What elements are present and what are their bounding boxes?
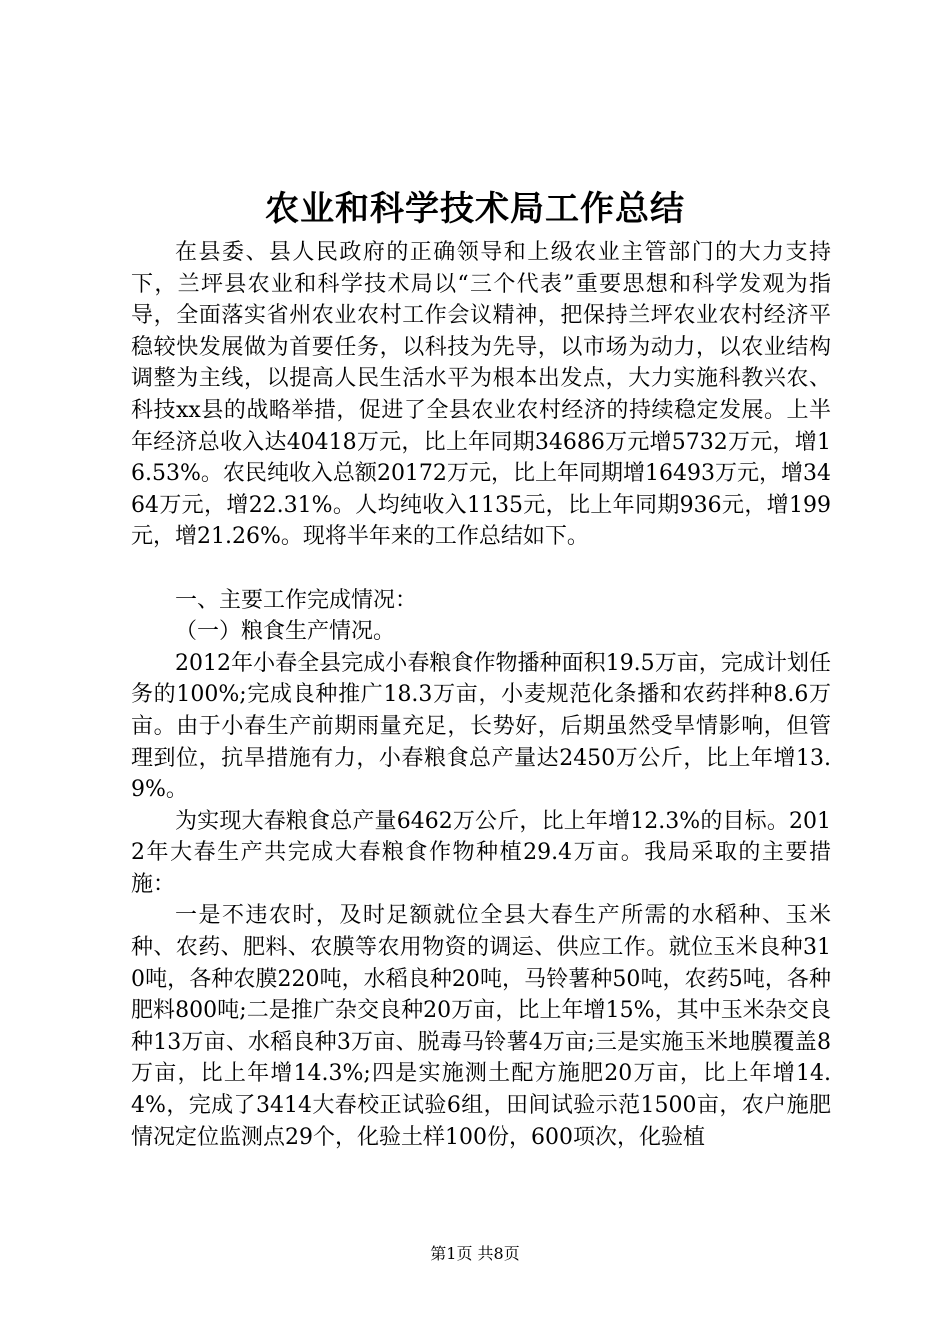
paragraph-measures: 一是不违农时，及时足额就位全县大春生产所需的水稻种、玉米种、农药、肥料、农膜等农用物资的调运、供应工作。就位玉米良种310吨，各种农膜220吨，水稻良种20吨，马铃薯种50吨，农药5吨，各种肥料800吨;二是推广杂交良种20万亩，比上年增15%，其中玉米杂交良种13万亩、水稻良种3万亩、脱毒马铃薯4万亩;三是实施玉米地膜覆盖8万亩，比上年增14.3%;四是实施测土配方施肥20万亩，比上年增14.4%，完成了3414大春校正试验6组，田间试验示范1500亩，农户施肥情况定位监测点29个，化验土样100份，600项次，化验植 [131, 903, 831, 1150]
paragraph-spring-grain: 2012年小春全县完成小春粮食作物播种面积19.5万亩，完成计划任务的100%;完成良种推广18.3万亩，小麦规范化条播和农药拌种8.6万亩。由于小春生产前期雨量充足，长势好，后期虽然受旱情影响，但管理到位，抗旱措施有力，小春粮食总产量达2450万公斤，比上年增13.9%。 [131, 650, 831, 803]
subsection-heading: （一）粮食生产情况。 [175, 619, 396, 645]
paragraph-intro: 在县委、县人民政府的正确领导和上级农业主管部门的大力支持下，兰坪县农业和科学技术局以“三个代表”重要思想和科学发观为指导，全面落实省州农业农村工作会议精神，把保持兰坪农业农村经济平稳较快发展做为首要任务，以科技为先导，以市场为动力，以农业结构调整为主线，以提高人民生活水平为根本出发点，大力实施科教兴农、科技xx县的战略举措，促进了全县农业农村经济的持续稳定发展。上半年经济总收入达40418万元，比上年同期34686万元增5732万元，增16.53%。农民纯收入总额20172万元，比上年同期增16493万元，增3464万元，增22.31%。人均纯收入1135元，比上年同期936元，增199元，增21.26%。现将半年来的工作总结如下。 [131, 240, 831, 550]
paragraph-autumn-target: 为实现大春粮食总产量6462万公斤，比上年增12.3%的目标。2012年大春生产共完成大春粮食作物种植29.4万亩。我局采取的主要措施： [131, 808, 831, 897]
document-body [131, 237, 831, 1153]
document-title: 农业和科学技术局工作总结 [265, 189, 685, 229]
page-footer: 第1页 共8页 [430, 1244, 520, 1263]
section-heading: 一、主要工作完成情况： [175, 587, 418, 613]
